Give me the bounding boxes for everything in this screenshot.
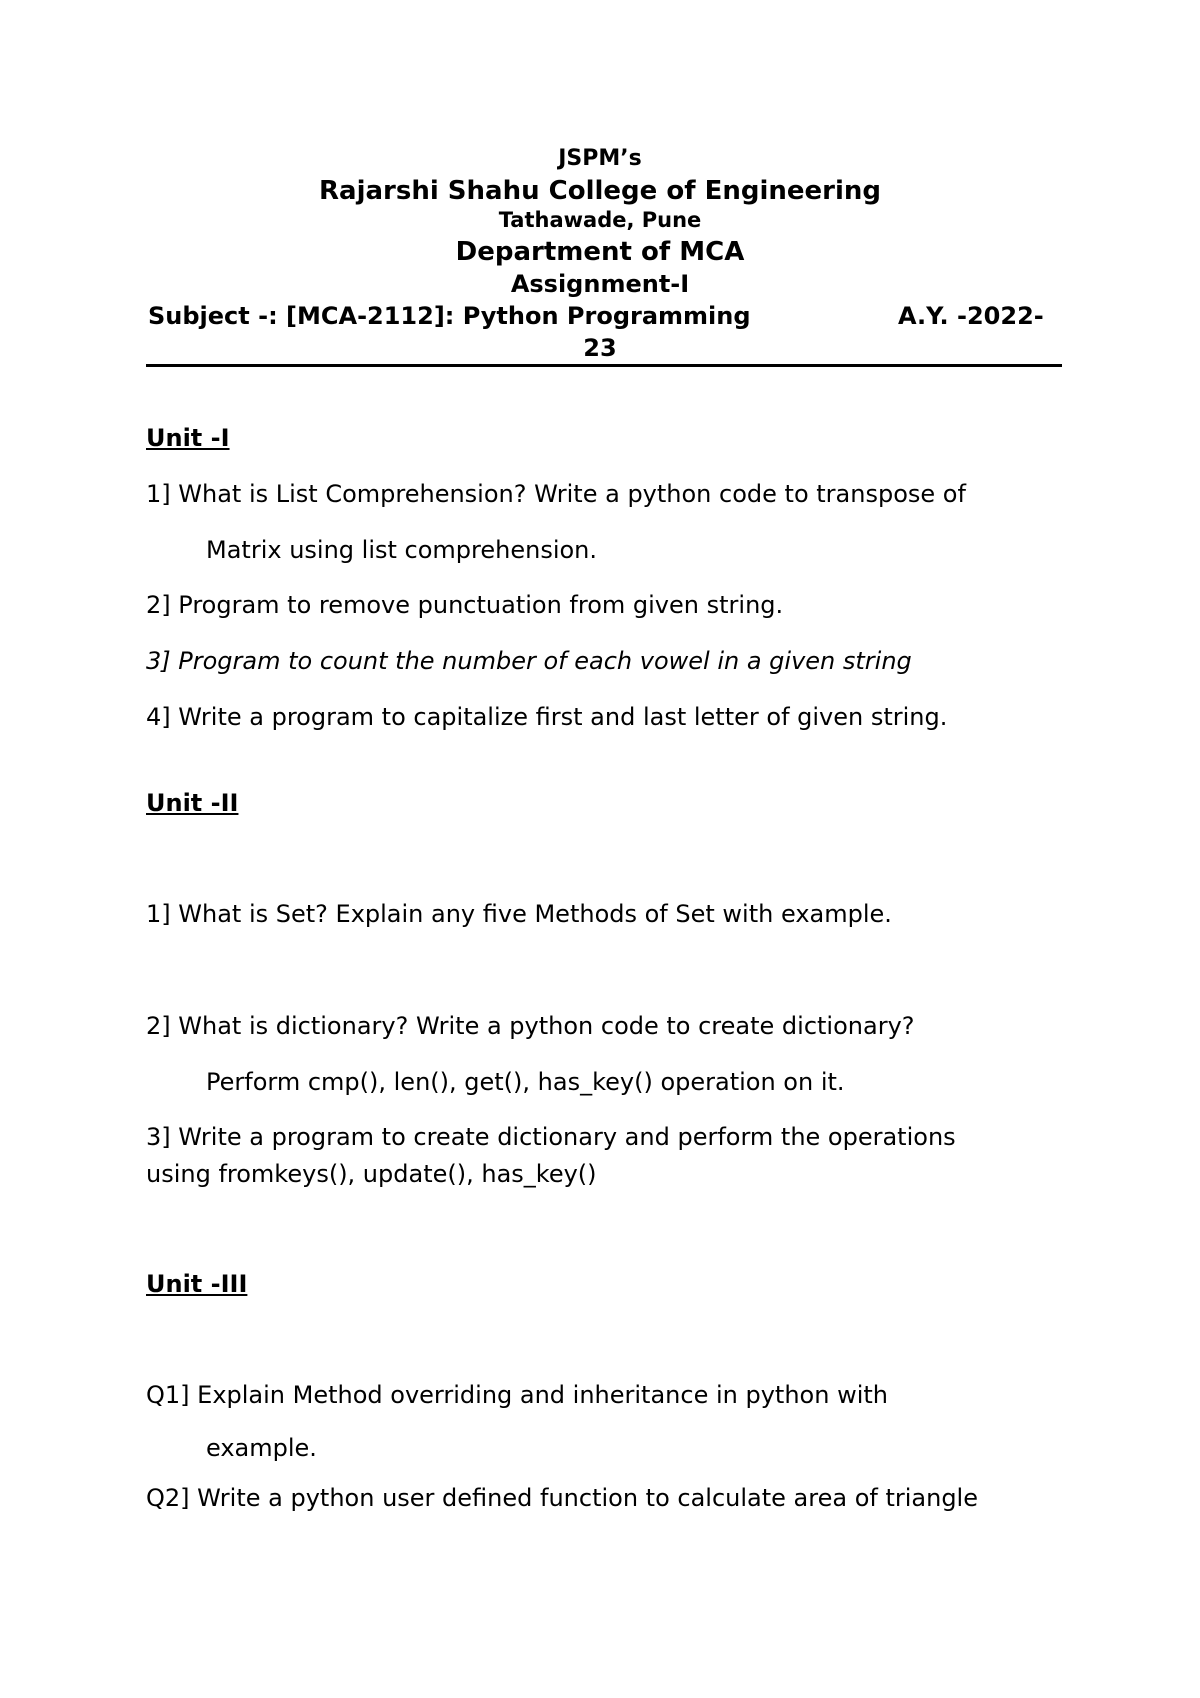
unit-3-heading: Unit -III <box>146 1270 248 1298</box>
subject-line: Subject -: [MCA-2112]: Python Programming <box>148 302 751 330</box>
unit-2-heading: Unit -II <box>146 789 239 817</box>
unit-2-question-3-cont: using fromkeys(), update(), has_key() <box>146 1160 597 1188</box>
unit-3-question-2: Q2] Write a python user defined function to calculate area of triangle <box>146 1484 978 1512</box>
academic-year-continued: 23 <box>583 334 617 362</box>
org-name: JSPM’s <box>558 146 642 171</box>
unit-1-question-1: 1] What is List Comprehension? Write a python code to transpose of <box>146 480 966 508</box>
unit-2-question-2: 2] What is dictionary? Write a python code to create dictionary? <box>146 1012 915 1040</box>
unit-2-question-3: 3] Write a program to create dictionary and perform the operations <box>146 1123 956 1151</box>
unit-2-question-1: 1] What is Set? Explain any five Methods of Set with example. <box>146 900 892 928</box>
unit-3-question-1: Q1] Explain Method overriding and inheritance in python with <box>146 1381 888 1409</box>
unit-3-question-1-cont: example. <box>206 1434 317 1462</box>
unit-2-question-2-cont: Perform cmp(), len(), get(), has_key() operation on it. <box>206 1068 845 1096</box>
assignment-title: Assignment-I <box>510 270 690 298</box>
department-name: Department of MCA <box>455 237 745 267</box>
unit-1-question-1-cont: Matrix using list comprehension. <box>206 536 598 564</box>
college-location: Tathawade, Pune <box>498 208 702 232</box>
unit-1-question-3: 3] Program to count the number of each vowel in a given string <box>146 647 912 675</box>
unit-1-question-2: 2] Program to remove punctuation from given string. <box>146 591 784 619</box>
college-name: Rajarshi Shahu College of Engineering <box>319 176 881 206</box>
academic-year: A.Y. -2022- <box>898 302 1044 330</box>
unit-1-heading: Unit -I <box>146 424 230 452</box>
header-divider <box>146 364 1062 367</box>
unit-1-question-4: 4] Write a program to capitalize first and last letter of given string. <box>146 703 948 731</box>
